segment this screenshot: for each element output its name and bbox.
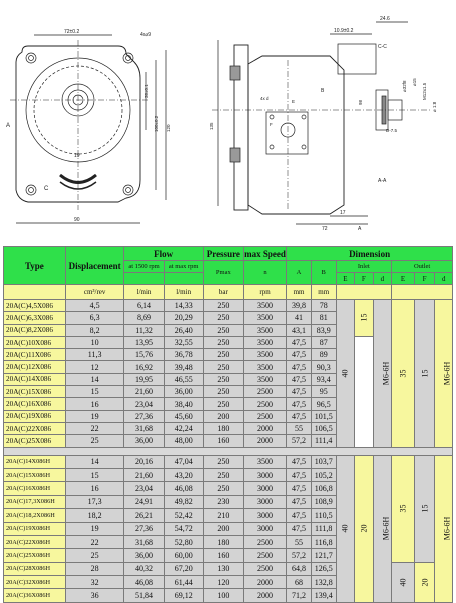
units-flow2: l/min (164, 285, 203, 300)
cell-pressure: 180 (203, 535, 243, 548)
cell-type: 20A(C)15X086 (4, 386, 66, 398)
cell-b: 90,3 (311, 361, 336, 373)
cell-b: 95 (311, 386, 336, 398)
cell-b: 96,5 (311, 398, 336, 410)
cell-flow-1500: 31,68 (124, 422, 164, 434)
dim-front-shaft: 19 (74, 153, 80, 159)
cell-speed: 3500 (243, 373, 286, 385)
g2-inlet-d-text: M6-6H (380, 516, 390, 541)
table-row (4, 300, 453, 312)
cell-speed: 3000 (243, 509, 286, 522)
units-disp: cm³/rev (65, 285, 124, 300)
cell-pressure: 250 (203, 336, 243, 348)
col-a-header: A (287, 261, 312, 285)
cell-speed: 2000 (243, 589, 286, 602)
cell-displacement: 22 (65, 422, 124, 434)
dim-side-bot1: 17 (340, 210, 346, 216)
dim-front-right3: 120 (166, 124, 171, 132)
cell-flow-1500: 36,00 (124, 549, 164, 562)
cell-flow-max: 42,24 (164, 422, 203, 434)
cell-flow-max: 47,04 (164, 455, 203, 468)
cell-type: 20A(C)36X086H (4, 589, 66, 602)
cell-flow-1500: 20,16 (124, 455, 164, 468)
cell-speed: 3000 (243, 522, 286, 535)
cell-pressure: 210 (203, 509, 243, 522)
cell-a: 47,5 (287, 349, 312, 361)
cell-displacement: 8,2 (65, 324, 124, 336)
cell-b: 139,4 (311, 589, 336, 602)
cell-speed: 2500 (243, 535, 286, 548)
dim-side-bot3: A (358, 226, 362, 232)
cell-b: 81 (311, 312, 336, 324)
cell-flow-max: 61,44 (164, 576, 203, 589)
cell-type: 20A(C)25X086 (4, 435, 66, 447)
cell-a: 47,5 (287, 373, 312, 385)
cell-a: 47,5 (287, 386, 312, 398)
cell-pressure: 130 (203, 562, 243, 575)
front-label-c: C (44, 186, 49, 192)
cell-type: 20A(C)16X086H (4, 482, 66, 495)
cell-speed: 2000 (243, 576, 286, 589)
g2-inlet-f (355, 455, 374, 602)
cell-speed: 3500 (243, 349, 286, 361)
cell-a: 57,2 (287, 435, 312, 447)
units-flow1: l/min (124, 285, 164, 300)
cell-type: 20A(C)25X086H (4, 549, 66, 562)
cell-displacement: 19 (65, 410, 124, 422)
cell-flow-1500: 31,68 (124, 535, 164, 548)
g2-outlet-e-text: 35 (398, 504, 408, 513)
cell-type: 20A(C)16X086 (4, 398, 66, 410)
g3-outlet-e (392, 562, 415, 602)
units-speed: rpm (243, 285, 286, 300)
cell-pressure: 250 (203, 300, 243, 312)
g2-inlet-e-text: 40 (340, 524, 350, 533)
cell-flow-max: 38,40 (164, 398, 203, 410)
dim-front-bottom: 90 (74, 217, 80, 223)
technical-drawing (0, 0, 456, 246)
g2-outlet-e (392, 455, 415, 562)
cell-b: 106,5 (311, 422, 336, 434)
cell-flow-1500: 23,04 (124, 482, 164, 495)
col-dimension-header: Dimension (287, 247, 453, 261)
dim-side-left: 135 (209, 122, 214, 130)
g3-outlet-f-text: 20 (420, 578, 430, 587)
cell-a: 47,5 (287, 522, 312, 535)
cell-pressure: 250 (203, 361, 243, 373)
g1-outlet-e-text: 35 (398, 369, 408, 378)
dim-front-right1: 38±0.1 (144, 84, 149, 98)
g3-outlet-e-text: 40 (398, 578, 408, 587)
cell-b: 116,8 (311, 535, 336, 548)
g2-inlet-d (373, 455, 392, 602)
dim-side-top1: 24.6 (380, 16, 390, 22)
cell-type: 20A(C)22X086 (4, 422, 66, 434)
col-pressure-header: Pressure (203, 247, 243, 261)
cell-pressure: 250 (203, 373, 243, 385)
front-view (6, 29, 171, 223)
cell-pressure: 160 (203, 435, 243, 447)
units-outlet (392, 285, 453, 300)
side-label-c: C-C (378, 44, 387, 50)
cell-flow-max: 43,20 (164, 468, 203, 481)
cell-flow-1500: 24,91 (124, 495, 164, 508)
g1-outlet-e (392, 300, 415, 448)
cell-flow-max: 39,48 (164, 361, 203, 373)
cell-a: 47,5 (287, 336, 312, 348)
cell-flow-max: 36,78 (164, 349, 203, 361)
cell-pressure: 250 (203, 455, 243, 468)
cell-flow-1500: 23,04 (124, 398, 164, 410)
pump-spec-table (3, 246, 453, 603)
cell-flow-1500: 13,95 (124, 336, 164, 348)
g1-inlet-d (373, 300, 392, 448)
g1-inlet-d-text: M6-6H (380, 361, 390, 386)
cell-type: 20A(C)10X086 (4, 336, 66, 348)
cell-pressure: 100 (203, 589, 243, 602)
cell-speed: 2500 (243, 562, 286, 575)
cell-b: 111,8 (311, 522, 336, 535)
cell-b: 111,4 (311, 435, 336, 447)
table-row (4, 455, 453, 468)
col-b-header: B (311, 261, 336, 285)
units-b: mm (311, 285, 336, 300)
g2-outlet-d-text: M6-6H (442, 516, 452, 541)
cell-speed: 2000 (243, 422, 286, 434)
g1-inlet-e-text: 40 (340, 369, 350, 378)
cell-displacement: 14 (65, 455, 124, 468)
cell-b: 78 (311, 300, 336, 312)
cell-type: 20A(C)22X086H (4, 535, 66, 548)
cell-displacement: 14 (65, 373, 124, 385)
cell-flow-1500: 40,32 (124, 562, 164, 575)
cell-b: 87 (311, 336, 336, 348)
col-flow1-header: at 1500 rpm (124, 261, 164, 273)
dim-side-bot2: 72 (322, 226, 328, 232)
cell-pressure: 160 (203, 549, 243, 562)
cell-flow-1500: 27,36 (124, 522, 164, 535)
col-inlet-header: Inlet (336, 261, 392, 273)
dim-side-f: F (270, 122, 273, 127)
cell-a: 71,2 (287, 589, 312, 602)
front-label-a: A (6, 123, 11, 129)
cell-type: 20A(C)28X086H (4, 562, 66, 575)
col-outlet-f: F (414, 273, 435, 285)
cell-displacement: 28 (65, 562, 124, 575)
cell-displacement: 15 (65, 386, 124, 398)
cell-flow-1500: 19,95 (124, 373, 164, 385)
cell-displacement: 16 (65, 398, 124, 410)
cell-speed: 3500 (243, 455, 286, 468)
cell-a: 43,1 (287, 324, 312, 336)
cell-b: 101,5 (311, 410, 336, 422)
cell-b: 103,7 (311, 455, 336, 468)
col-type-header: Type (4, 247, 66, 285)
dim-side-shaft1: ⌀32f8 (402, 80, 407, 92)
cell-displacement: 25 (65, 549, 124, 562)
cell-flow-max: 36,00 (164, 386, 203, 398)
g1-outlet-f-text: 15 (420, 369, 430, 378)
dim-side-b: B (321, 88, 325, 94)
col-n-header: n (243, 261, 286, 285)
g2-inlet-f-text: 20 (359, 524, 369, 533)
g1-inlet-f-blank (355, 336, 374, 447)
cell-pressure: 250 (203, 312, 243, 324)
cell-type: 20A(C)12X086 (4, 361, 66, 373)
cell-type: 20A(C)6,3X086 (4, 312, 66, 324)
cell-displacement: 10 (65, 336, 124, 348)
cell-speed: 3000 (243, 495, 286, 508)
cell-a: 47,5 (287, 398, 312, 410)
dim-side-e: E (292, 99, 296, 104)
cell-flow-max: 54,72 (164, 522, 203, 535)
cell-a: 47,5 (287, 410, 312, 422)
cell-displacement: 6,3 (65, 312, 124, 324)
cell-type: 20A(C)19X086H (4, 522, 66, 535)
cell-displacement: 32 (65, 576, 124, 589)
g1-outlet-d-text: M6-6H (442, 361, 452, 386)
g1-inlet-f-text: 15 (359, 313, 369, 322)
cell-speed: 3500 (243, 336, 286, 348)
cell-a: 68 (287, 576, 312, 589)
col-flow2-header: at max rpm (164, 261, 203, 273)
cell-flow-1500: 15,76 (124, 349, 164, 361)
cell-type: 20A(C)15X086H (4, 468, 66, 481)
cell-type: 20A(C)32X086H (4, 576, 66, 589)
cell-flow-max: 45,60 (164, 410, 203, 422)
cell-pressure: 250 (203, 324, 243, 336)
cell-speed: 3000 (243, 482, 286, 495)
cell-flow-max: 32,55 (164, 336, 203, 348)
cell-flow-1500: 46,08 (124, 576, 164, 589)
cell-displacement: 12 (65, 361, 124, 373)
cell-b: 105,2 (311, 468, 336, 481)
cell-flow-max: 26,40 (164, 324, 203, 336)
cell-flow-1500: 36,00 (124, 435, 164, 447)
cell-displacement: 22 (65, 535, 124, 548)
cell-displacement: 25 (65, 435, 124, 447)
cell-flow-max: 52,80 (164, 535, 203, 548)
cell-speed: 3500 (243, 361, 286, 373)
cell-pressure: 250 (203, 349, 243, 361)
g2-outlet-f (414, 455, 435, 562)
cell-b: 132,8 (311, 576, 336, 589)
g2-inlet-e (336, 455, 355, 602)
cell-a: 41 (287, 312, 312, 324)
cell-flow-max: 46,08 (164, 482, 203, 495)
cell-speed: 2500 (243, 386, 286, 398)
dim-side-top2: 10.9±0.2 (334, 28, 354, 34)
cell-type: 20A(C)8,2X086 (4, 324, 66, 336)
cell-b: 89 (311, 349, 336, 361)
cell-flow-1500: 6,14 (124, 300, 164, 312)
cell-a: 39,8 (287, 300, 312, 312)
cell-b: 110,5 (311, 509, 336, 522)
dim-front-ring: 4x⌀9 (140, 32, 152, 38)
cell-flow-max: 69,12 (164, 589, 203, 602)
dim-front-right2: 100±0.2 (154, 115, 159, 132)
cell-b: 83,9 (311, 324, 336, 336)
cell-flow-1500: 8,69 (124, 312, 164, 324)
col-displacement-header: Displacement (65, 247, 124, 285)
col-outlet-header: Outlet (392, 261, 453, 273)
g3-outlet-f (414, 562, 435, 602)
cell-flow-max: 46,55 (164, 373, 203, 385)
cell-pressure: 180 (203, 422, 243, 434)
cell-speed: 3500 (243, 312, 286, 324)
cell-speed: 2000 (243, 435, 286, 447)
cell-a: 64,8 (287, 562, 312, 575)
cell-type: 20A(C)14X086H (4, 455, 66, 468)
col-inlet-e: E (336, 273, 355, 285)
dim-side-shaft3: M12x1.5 (422, 82, 427, 100)
cell-pressure: 250 (203, 386, 243, 398)
cell-displacement: 15 (65, 468, 124, 481)
cell-speed: 3000 (243, 468, 286, 481)
g1-outlet-d (435, 300, 453, 448)
cell-flow-max: 20,29 (164, 312, 203, 324)
cell-pressure: 120 (203, 576, 243, 589)
cell-speed: 3500 (243, 300, 286, 312)
cell-flow-1500: 21,60 (124, 468, 164, 481)
cell-speed: 2500 (243, 410, 286, 422)
dim-side-port: 4x d (260, 96, 269, 101)
cell-flow-1500: 16,92 (124, 361, 164, 373)
table-group-standard (4, 300, 453, 448)
cell-flow-max: 48,00 (164, 435, 203, 447)
side-label-a: A-A (378, 178, 387, 184)
g2-outlet-f-text: 15 (420, 504, 430, 513)
cell-b: 126,5 (311, 562, 336, 575)
cell-pressure: 250 (203, 482, 243, 495)
units-type (4, 285, 66, 300)
col-outlet-e: E (392, 273, 415, 285)
col-inlet-d: d (373, 273, 392, 285)
cell-speed: 3500 (243, 324, 286, 336)
units-inlet (336, 285, 392, 300)
col-speed-header: max Speed (244, 248, 286, 259)
cell-flow-max: 60,00 (164, 549, 203, 562)
cell-type: 20A(C)4,5X086 (4, 300, 66, 312)
cell-a: 47,5 (287, 482, 312, 495)
cell-speed: 2500 (243, 398, 286, 410)
cell-b: 108,9 (311, 495, 336, 508)
cell-pressure: 230 (203, 495, 243, 508)
units-pressure: bar (203, 285, 243, 300)
table-group-h (4, 455, 453, 602)
cell-b: 106,8 (311, 482, 336, 495)
cell-type: 20A(C)17,3X086H (4, 495, 66, 508)
side-view (209, 16, 437, 232)
cell-a: 47,5 (287, 455, 312, 468)
cell-a: 55 (287, 535, 312, 548)
cell-flow-1500: 51,84 (124, 589, 164, 602)
cell-flow-1500: 21,60 (124, 386, 164, 398)
group-separator (4, 447, 453, 455)
cell-type: 20A(C)11X086 (4, 349, 66, 361)
cell-type: 20A(C)19X086 (4, 410, 66, 422)
g1-inlet-f (355, 300, 374, 337)
g1-outlet-f (414, 300, 435, 448)
dim-side-shaft4: ⌀ 1:8 (432, 101, 437, 112)
col-outlet-d: d (435, 273, 453, 285)
col-inlet-f: F (355, 273, 374, 285)
cell-type: 20A(C)18,2X086H (4, 509, 66, 522)
cell-displacement: 4,5 (65, 300, 124, 312)
cell-flow-1500: 11,32 (124, 324, 164, 336)
cell-pressure: 250 (203, 468, 243, 481)
cell-flow-max: 52,42 (164, 509, 203, 522)
cell-flow-max: 67,20 (164, 562, 203, 575)
cell-a: 47,5 (287, 509, 312, 522)
cell-a: 47,5 (287, 468, 312, 481)
col-flow2-sub (164, 273, 203, 285)
cell-displacement: 16 (65, 482, 124, 495)
cell-b: 121,7 (311, 549, 336, 562)
cell-flow-1500: 27,36 (124, 410, 164, 422)
cell-a: 57,2 (287, 549, 312, 562)
cell-pressure: 200 (203, 410, 243, 422)
dim-side-shaft2: ⌀15 (412, 78, 417, 86)
dim-side-height: 98 (358, 99, 363, 105)
cell-b: 93,4 (311, 373, 336, 385)
dim-front-top: 72±0.2 (64, 29, 80, 35)
cell-displacement: 19 (65, 522, 124, 535)
cell-a: 47,5 (287, 361, 312, 373)
cell-a: 55 (287, 422, 312, 434)
col-flow1-sub (124, 273, 164, 285)
cell-displacement: 36 (65, 589, 124, 602)
units-a: mm (287, 285, 312, 300)
cell-displacement: 18,2 (65, 509, 124, 522)
cell-flow-max: 14,33 (164, 300, 203, 312)
g1-inlet-e (336, 300, 355, 448)
cell-type: 20A(C)14X086 (4, 373, 66, 385)
col-pmax-header: Pmax (203, 261, 243, 285)
cell-flow-1500: 26,21 (124, 509, 164, 522)
cell-pressure: 200 (203, 522, 243, 535)
dim-side-d: D-7.5 (386, 128, 398, 133)
cell-a: 47,5 (287, 495, 312, 508)
cell-flow-max: 49,82 (164, 495, 203, 508)
cell-displacement: 17,3 (65, 495, 124, 508)
cell-speed: 2500 (243, 549, 286, 562)
col-flow-header: Flow (124, 247, 203, 261)
g2-outlet-d (435, 455, 453, 602)
cell-pressure: 250 (203, 398, 243, 410)
cell-displacement: 11,3 (65, 349, 124, 361)
